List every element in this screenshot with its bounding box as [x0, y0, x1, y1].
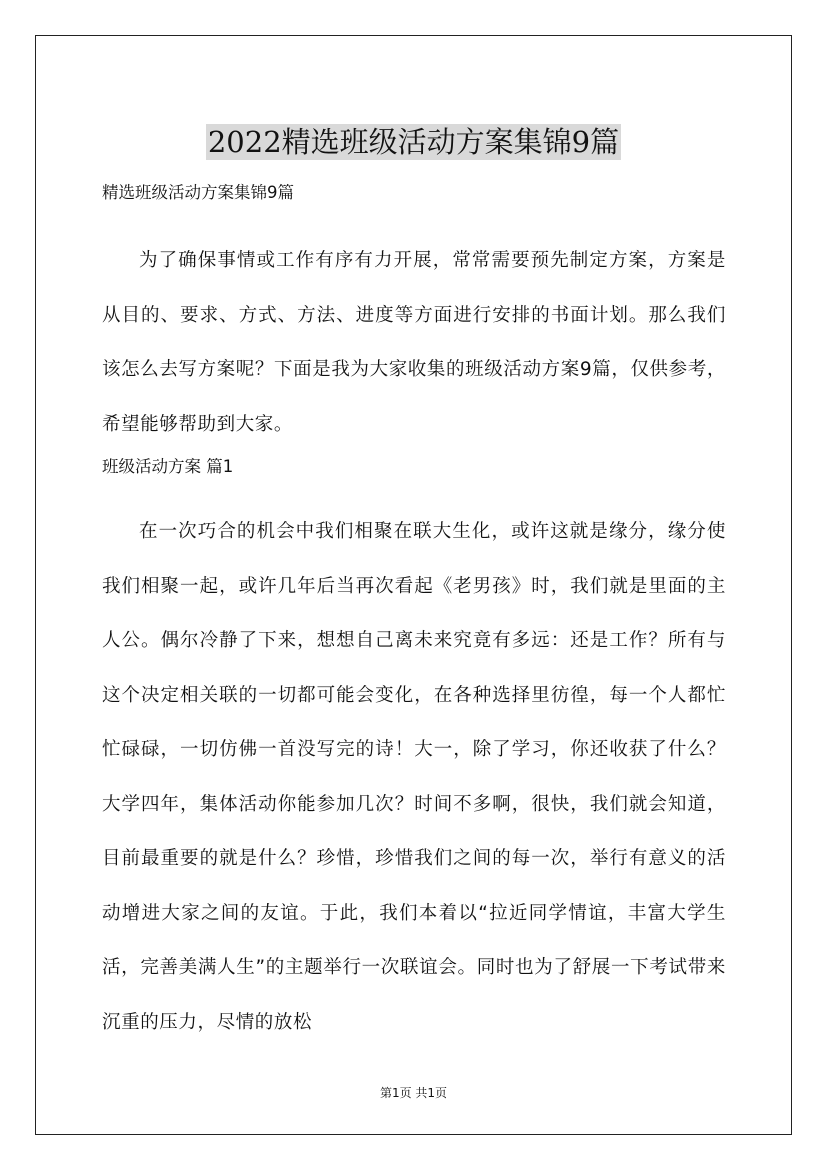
section-paragraph: 在一次巧合的机会中我们相聚在联大生化，或许这就是缘分，缘分使我们相聚一起，或许几年后当再次看起《老男孩》时，我们就是里面的主人公。偶尔冷静了下来，想想自己离未来究竟有多远：还是工作？所有与这个决定相关联的一切都可能会变化，在各种选择里彷徨，每一个人都忙忙碌碌，一切仿佛一首没写完的诗！大一，除了学习，你还收获了什么？大学四年，集体活动你能参加几次？时间不多啊，很快，我们就会知道，目前最重要的就是什么？珍惜，珍惜我们之间的每一次，举行有意义的活动增进大家之间的友谊。于此，我们本着以“拉近同学情谊，丰富大学生活，完善美满人生”的主题举行一次联谊会。同时也为了舒展一下考试带来沉重的压力，尽情的放松: [102, 521, 726, 1033]
intro-paragraph: 为了确保事情或工作有序有力开展，常常需要预先制定方案，方案是从目的、要求、方式、方法、进度等方面进行安排的书面计划。那么我们该怎么去写方案呢？下面是我为大家收集的班级活动方案9篇，仅供参考，希望能够帮助到大家。: [102, 250, 726, 435]
document-subtitle: 精选班级活动方案集锦9篇: [102, 183, 294, 202]
page-footer: 第1页 共1页: [379, 1086, 448, 1100]
section-heading: 班级活动方案 篇1: [102, 457, 234, 476]
document-body: [102, 180, 726, 1050]
document-title: 2022精选班级活动方案集锦9篇: [207, 125, 620, 160]
title-container: [0, 105, 827, 180]
